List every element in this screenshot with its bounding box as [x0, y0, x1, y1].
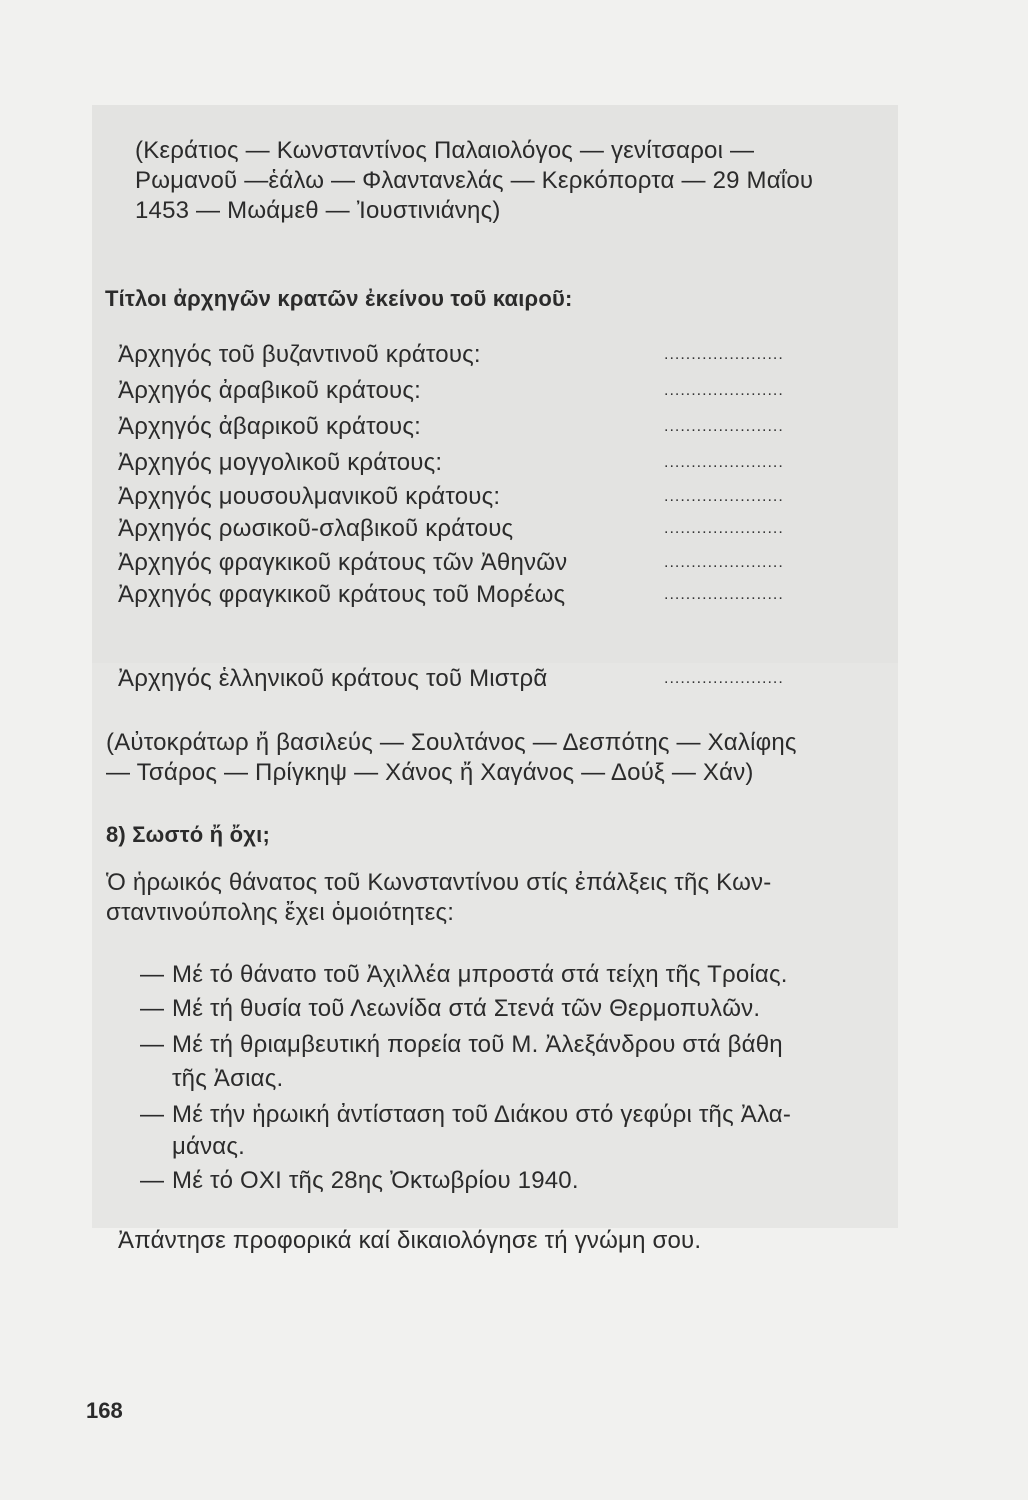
leader-row-9: Ἀρχηγός ἑλληνικοῦ κράτους τοῦ Μιστρᾶ	[118, 665, 548, 692]
intro-line-1: (Κεράτιος — Κωνσταντίνος Παλαιολόγος — γενίτσαροι —	[135, 137, 755, 164]
answer-blank-3: ......................	[664, 418, 784, 435]
leader-row-2: Ἀρχηγός ἀραβικοῦ κράτους:	[118, 377, 421, 404]
section-8-heading: 8) Σωστό ἤ ὄχι;	[106, 822, 270, 847]
comparison-3a: Μέ τή θριαμβευτική πορεία τοῦ Μ. Ἀλεξάνδρου στά βάθη	[172, 1031, 783, 1058]
leader-row-5: Ἀρχηγός μουσουλμανικοῦ κράτους:	[118, 483, 501, 510]
options-line-2: — Τσάρος — Πρίγκηψ — Χάνος ἤ Χαγάνος — Δούξ — Χάν)	[106, 759, 754, 786]
answer-blank-6: ......................	[664, 520, 784, 537]
leader-row-3: Ἀρχηγός ἀβαρικοῦ κράτους:	[118, 413, 421, 440]
comparison-4a: Μέ τήν ἡρωική ἀντίσταση τοῦ Διάκου στό γεφύρι τῆς Ἀλα-	[172, 1101, 792, 1128]
titles-heading: Τίτλοι ἀρχηγῶν κρατῶν ἐκείνου τοῦ καιροῦ:	[105, 286, 573, 311]
comparison-2: Μέ τή θυσία τοῦ Λεωνίδα στά Στενά τῶν Θερμοπυλῶν.	[172, 995, 761, 1022]
page-number: 168	[86, 1398, 123, 1423]
leader-row-8: Ἀρχηγός φραγκικοῦ κράτους τοῦ Μορέως	[118, 581, 566, 608]
answer-blank-5: ......................	[664, 488, 784, 505]
intro-line-3: 1453 — Μωάμεθ — Ἰουστινιάνης)	[135, 197, 501, 224]
answer-blank-4: ......................	[664, 454, 784, 471]
answer-blank-7: ......................	[664, 554, 784, 571]
leader-row-7: Ἀρχηγός φραγκικοῦ κράτους τῶν Ἀθηνῶν	[118, 549, 568, 576]
comparison-1: Μέ τό θάνατο τοῦ Ἀχιλλέα μπροστά στά τείχη τῆς Τροίας.	[172, 961, 788, 988]
answer-blank-9: ......................	[664, 670, 784, 687]
leader-row-4: Ἀρχηγός μογγολικοῦ κράτους:	[118, 449, 443, 476]
leader-row-1: Ἀρχηγός τοῦ βυζαντινοῦ κράτους:	[118, 341, 481, 368]
statement-line-1: Ὁ ἡρωικός θάνατος τοῦ Κωνσταντίνου στίς ἐπάλξεις τῆς Κων-	[106, 869, 772, 896]
statement-line-2: σταντινούπολης ἔχει ὁμοιότητες:	[106, 899, 455, 926]
comparison-4b: μάνας.	[172, 1133, 246, 1160]
answer-blank-8: ......................	[664, 586, 784, 603]
dash-5: —	[140, 1167, 165, 1194]
intro-line-2: Ρωμανοῦ —ἑάλω — Φλαντανελάς — Κερκόπορτα — 29 Μαΐου	[135, 167, 814, 194]
leader-row-6: Ἀρχηγός ρωσικοῦ-σλαβικοῦ κράτους	[118, 515, 514, 542]
dash-1: —	[140, 961, 165, 988]
comparison-3b: τῆς Ἀσιας.	[172, 1065, 284, 1092]
dash-4: —	[140, 1101, 165, 1128]
options-line-1: (Αὐτοκράτωρ ἤ βασιλεύς — Σουλτάνος — Δεσπότης — Χαλίφης	[106, 729, 797, 756]
answer-prompt: Ἀπάντησε προφορικά καί δικαιολόγησε τή γνώμη σου.	[118, 1227, 702, 1254]
comparison-5: Μέ τό ΟΧΙ τῆς 28ης Ὀκτωβρίου 1940.	[172, 1167, 579, 1194]
answer-blank-1: ......................	[664, 346, 784, 363]
dash-3: —	[140, 1031, 165, 1058]
dash-2: —	[140, 995, 165, 1022]
answer-blank-2: ......................	[664, 382, 784, 399]
